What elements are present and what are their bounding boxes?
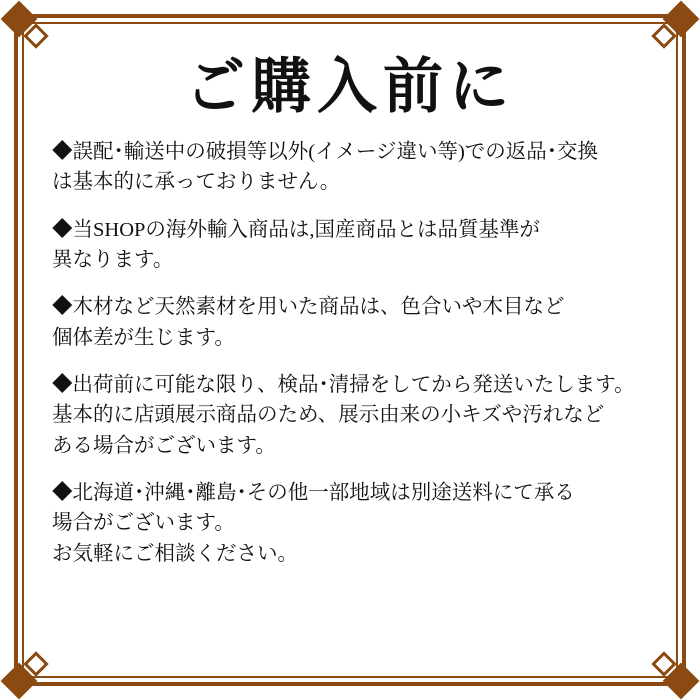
note-line: ある場合がございます。 bbox=[52, 434, 276, 457]
note-line: は基本的に承っておりません。 bbox=[52, 171, 341, 194]
page-title: ご購入前に bbox=[185, 54, 515, 120]
note-line: ◆北海道･沖縄･離島･その他一部地域は別途送料にて承る bbox=[52, 481, 575, 504]
list-item bbox=[52, 478, 648, 569]
note-line: 異なります。 bbox=[52, 248, 174, 271]
notice-content bbox=[44, 40, 656, 660]
note-line: ◆誤配･輸送中の破損等以外(イメージ違い等)での返品･交換 bbox=[52, 141, 599, 163]
note-line: 個体差が生じます。 bbox=[52, 326, 235, 349]
note-line: お気軽にご相談ください。 bbox=[52, 542, 298, 565]
frame-notch-right-top bbox=[690, 0, 700, 56]
note-line: 場合がございます。 bbox=[52, 512, 235, 535]
note-line: ◆出荷前に可能な限り、検品･清掃をしてから発送いたします。 bbox=[52, 373, 635, 396]
frame-notch-right-bottom bbox=[690, 644, 700, 700]
list-item bbox=[52, 215, 648, 276]
note-line: 基本的に店頭展示商品のため、展示由来の小キズや汚れなど bbox=[52, 404, 605, 427]
list-item bbox=[52, 137, 648, 198]
notes-list bbox=[44, 137, 656, 569]
note-line: ◆木材など天然素材を用いた商品は、色合いや木目など bbox=[52, 296, 565, 319]
frame-notch-left-top bbox=[0, 0, 10, 56]
note-line: ◆当SHOPの海外輸入商品は,国産商品とは品質基準が bbox=[52, 218, 541, 241]
list-item bbox=[52, 292, 648, 353]
list-item bbox=[52, 370, 648, 461]
